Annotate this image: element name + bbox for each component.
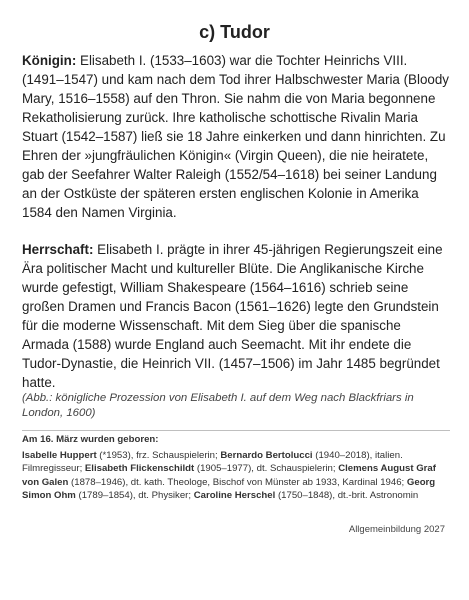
herrschaft-text: Elisabeth I. prägte in ihrer 45-jährigen Regierungszeit eine Ära politischer Macht und kultureller Blüte. Die Anglikanische Kirche wurde gefestigt, William Shakespeare (1564–1616) schrieb seine großen Dramen und Francis Bacon (1561–1626) legte den Grundstein für die moderne Wissenschaft. Mit dem Sieg über die spanische Armada (1588) wurde England auch Seemacht. Mit ihr endete die Tudor-Dynastie, die Heinrich VII. (1457–1506) im Jahr 1485 begründet hatte.: [22, 242, 443, 390]
koenigin-label: Königin:: [22, 53, 77, 68]
herrschaft-label: Herrschaft:: [22, 242, 94, 257]
image-caption: (Abb.: königliche Prozession von Elisabeth I. auf dem Weg nach Blackfriars in London, 1600): [22, 392, 414, 419]
publication-footer: Allgemeinbildung 2027: [348, 524, 445, 535]
person-info: (1878–1946), dt. kath. Theologe, Bischof von Münster ab 1933, Kardinal 1946;: [68, 476, 407, 488]
birthdays-heading: Am 16. März wurden geboren:: [22, 434, 159, 445]
section-title: c) Tudor: [199, 22, 270, 42]
person-name: Caroline Herschel: [193, 490, 276, 501]
koenigin-paragraph: [22, 51, 450, 222]
divider: [22, 430, 450, 431]
person-info: (1750–1848), dt.-brit. Astronomin: [275, 490, 419, 501]
person-info: (1940–2018), italien. Filmregisseur;: [22, 449, 403, 474]
person-name: Georg Simon Ohm: [22, 476, 436, 501]
person-info: (*1953), frz. Schauspielerin;: [96, 449, 221, 461]
person-name: Elisabeth Flickenschildt: [84, 463, 195, 474]
birthdays-box: [22, 433, 450, 503]
person-name: Bernardo Bertolucci: [220, 449, 313, 461]
person-info: (1789–1854), dt. Physiker;: [75, 490, 194, 501]
person-info: (1905–1977), dt. Schauspielerin;: [194, 463, 339, 474]
herrschaft-paragraph: [22, 240, 450, 392]
person-name: Clemens August Graf von Galen: [22, 463, 436, 488]
koenigin-text: Elisabeth I. (1533–1603) war die Tochter Heinrichs VIII. (1491–1547) und kam nach dem Tod ihrer Halbschwester Maria (Bloody Mary, 1516–1558) auf den Thron. Sie nahm die von Maria begonnene Rekatholisierung zurück. Ihre katholische schottische Rivalin Maria Stuart (1542–1587) ließ sie 18 Jahre einkerken und dann hinrichten. Zu Ehren der »jungfräulichen Königin« (Virgin Queen), die nie heiratete, gab der Seefahrer Walter Raleigh (1552/54–1618) bei seiner Landung an der Ostküste der späteren ersten englischen Kolonie in Amerika 1584 den Namen Virginia.: [22, 53, 449, 220]
person-name: Isabelle Huppert: [22, 449, 97, 461]
